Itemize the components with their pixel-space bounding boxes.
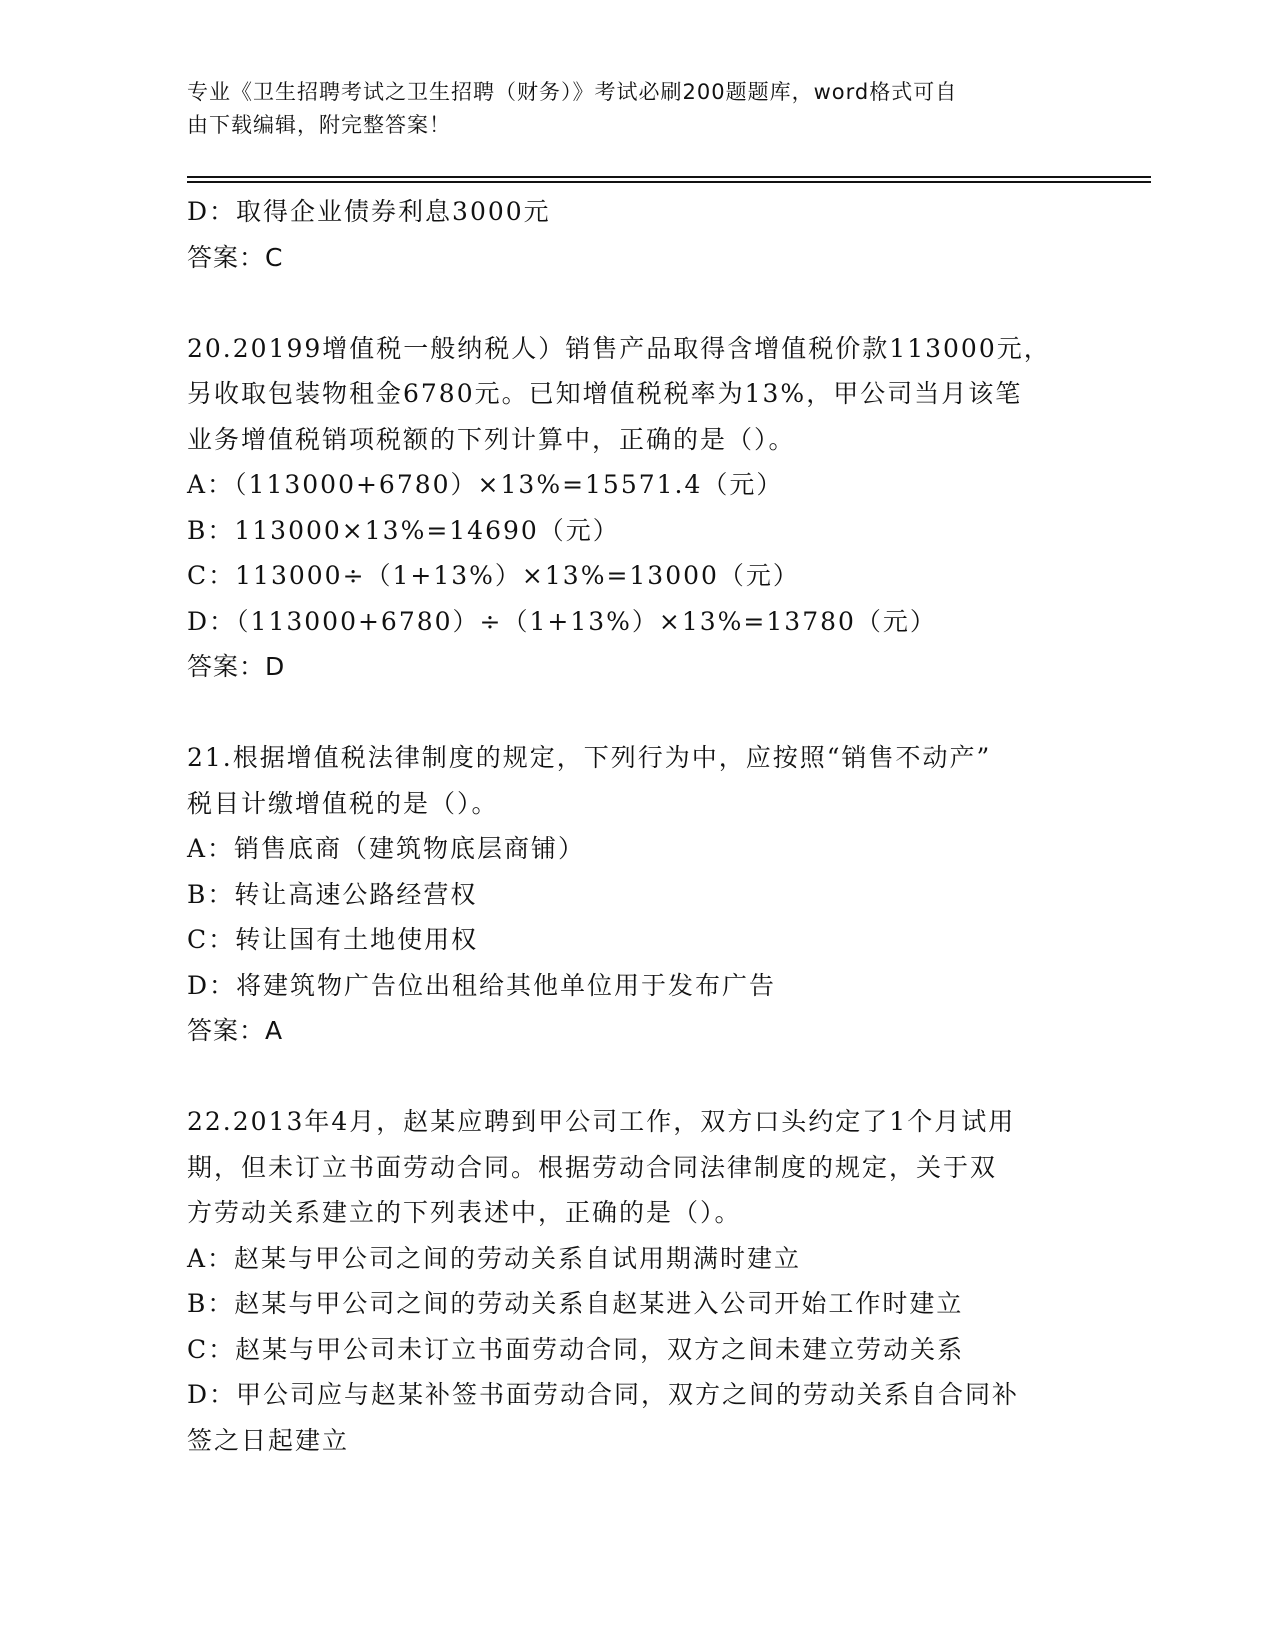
option-d-continued: 签之日起建立 (187, 1425, 350, 1455)
spacer (187, 1054, 1087, 1100)
spacer (187, 690, 1087, 736)
question-20 (187, 326, 1087, 690)
previous-question (187, 189, 1087, 280)
option-c: C：转让国有土地使用权 (187, 925, 479, 954)
question-stem: 方劳动关系建立的下列表述中，正确的是（）。 (187, 1198, 742, 1227)
answer: 答案：A (187, 1016, 284, 1045)
option-a: A：赵某与甲公司之间的劳动关系自试用期满时建立 (187, 1243, 802, 1273)
question-stem: 税目计缴增值税的是（）。 (187, 788, 499, 818)
option-c: C：113000÷（1+13%）×13%=13000（元） (187, 561, 800, 590)
spacer (187, 280, 1087, 326)
answer: 答案：D (187, 652, 286, 681)
option-b: B：113000×13%=14690（元） (187, 515, 620, 545)
question-stem: 另收取包装物租金6780元。已知增值税税率为13%，甲公司当月该笔 (187, 379, 1023, 408)
option-d: D：（113000+6780）÷（1+13%）×13%=13780（元） (187, 606, 937, 636)
option-a: A：销售底商（建筑物底层商铺） (187, 834, 586, 863)
question-22 (187, 1099, 1087, 1463)
question-stem: 期，但未订立书面劳动合同。根据劳动合同法律制度的规定，关于双 (187, 1152, 998, 1182)
option-b: B：转让高速公路经营权 (187, 879, 478, 909)
option-d: D：取得企业债券利息3000元 (187, 197, 551, 226)
question-stem: 20.20199增值税一般纳税人）销售产品取得含增值税价款113000元， (187, 333, 1051, 363)
option-d: D：甲公司应与赵某补签书面劳动合同，双方之间的劳动关系自合同补 (187, 1380, 1020, 1409)
document-header (187, 76, 1067, 142)
header-line: 专业《卫生招聘考试之卫生招聘（财务）》考试必刷200题题库，word格式可自 (187, 80, 958, 104)
question-stem: 22.2013年4月，赵某应聘到甲公司工作，双方口头约定了1个月试用 (187, 1107, 1016, 1136)
option-a: A：（113000+6780）×13%=15571.4（元） (187, 470, 784, 499)
question-stem: 业务增值税销项税额的下列计算中，正确的是（）。 (187, 424, 796, 454)
option-d: D：将建筑物广告位出租给其他单位用于发布广告 (187, 970, 777, 1000)
header-divider (187, 176, 1151, 178)
header-line: 由下载编辑，附完整答案！ (187, 113, 451, 137)
option-c: C：赵某与甲公司未订立书面劳动合同，双方之间未建立劳动关系 (187, 1334, 965, 1364)
answer: 答案：C (187, 242, 284, 272)
question-stem: 21.根据增值税法律制度的规定，下列行为中，应按照“销售不动产” (187, 743, 992, 772)
question-21 (187, 735, 1087, 1054)
header-divider (187, 181, 1151, 183)
option-b: B：赵某与甲公司之间的劳动关系自赵某进入公司开始工作时建立 (187, 1289, 964, 1318)
document-body (187, 189, 1087, 1463)
